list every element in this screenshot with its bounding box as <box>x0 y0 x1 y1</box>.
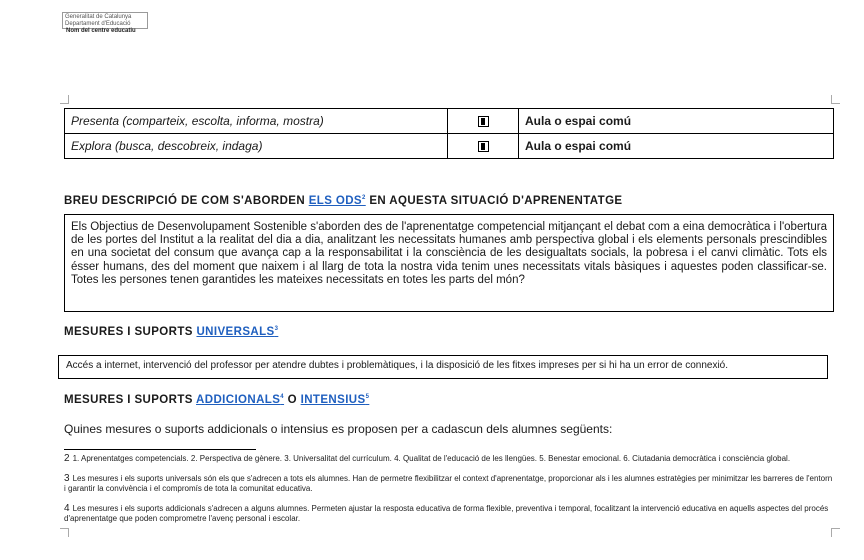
crop-mark-bottom-left <box>60 528 69 537</box>
additional-heading: MESURES I SUPORTS ADDICIONALS$^4$ O INTENSIUS$^5$ <box>64 394 370 406</box>
footnote: 2 1. Aprenentatges competencials. 2. Perspectiva de gènere. 3. Universalitat del currículum. 4. Qualitat de l'educació de les llengües. 5. Benestar emocional. 6. Ciutadania democràtica i consciència global. <box>64 453 791 464</box>
crop-mark-bottom-right <box>831 528 840 537</box>
additional-question: Quines mesures o suports addicionals o intensius es proposen per a cadascun dels alumnes següents: <box>64 422 613 436</box>
logo-line-2: Departament d'Educació <box>65 21 131 27</box>
universal-link[interactable]: UNIVERSALS$^3$ <box>196 326 279 338</box>
institution-logo <box>62 12 148 29</box>
table-row <box>65 109 834 134</box>
table-row <box>65 134 834 159</box>
checkbox-checked-icon[interactable] <box>478 141 489 152</box>
activity-cell: Explora (busca, descobreix, indaga) <box>65 134 448 159</box>
footnote: 4 Les mesures i els suports addicionals s'adrecen a alguns alumnes. Permeten ajustar la resposta educativa de forma flexible, preventiva i temporal, focalitzant la intervenció educativa en aquells aspectes del procés d'aprenentatge que poden comprometre l'avenç personal i escolar. <box>64 503 829 523</box>
intensive-link[interactable]: INTENSIUS$^5$ <box>300 394 370 406</box>
universal-heading: MESURES I SUPORTS UNIVERSALS$^3$ <box>64 326 279 338</box>
ods-heading: BREU DESCRIPCIÓ DE COM S'ABORDEN ELS ODS$^2$ EN AQUESTA SITUACIÓ D'APRENENTATGE <box>64 195 623 207</box>
logo-line-1: Generalitat de Catalunya <box>65 14 132 20</box>
ods-description-box[interactable]: Els Objectius de Desenvolupament Sostenible s'aborden des de l'aprenentatge competencial mitjançant el debat com a eina democràtica i l'obertura de les portes del Institut a la realitat del dia a dia, analitzant les necessitats humanes amb perspectiva global i els elements personals prescindibles en una societat del consum que avança cap a la responsabilitat i la consciència de les desigualtats socials, la pobresa i el canvi climàtic. Tots els ésser humans, des del moment que naixem i al llarg de tota la nostra vida tenim unes necessitats vitals bàsiques i aquestes poden classificar-se. Totes les persones tenen garantides les mateixes necessitats en totes les parts del món? <box>64 214 834 312</box>
crop-mark-top-right <box>831 95 840 104</box>
space-cell: Aula o espai comú <box>519 134 834 159</box>
space-cell: Aula o espai comú <box>519 109 834 134</box>
spaces-table <box>64 108 834 159</box>
ods-link[interactable]: ELS ODS$^2$ <box>308 195 366 207</box>
additional-link[interactable]: ADDICIONALS$^4$ <box>196 394 285 406</box>
universal-measures-box[interactable]: Accés a internet, intervenció del professor per atendre dubtes i problemàtiques, i la disposició de les fitxes impreses per si hi ha un error de connexió. <box>58 355 828 379</box>
checkbox-checked-icon[interactable] <box>478 116 489 127</box>
activity-cell: Presenta (comparteix, escolta, informa, mostra) <box>65 109 448 134</box>
footnote-divider <box>64 449 256 450</box>
centre-name: Nom del centre educatiu <box>66 28 136 34</box>
footnote: 3 Les mesures i els suports universals són els que s'adrecen a tots els alumnes. Han de permetre flexibilitzar el context d'aprenentatge, proporcionar als i les alumnes estratègies per minimitzar les barreres de l'entorn i garantir la convivència i el compromís de tota la comunitat educativa. <box>64 473 833 493</box>
crop-mark-top-left <box>60 95 69 104</box>
